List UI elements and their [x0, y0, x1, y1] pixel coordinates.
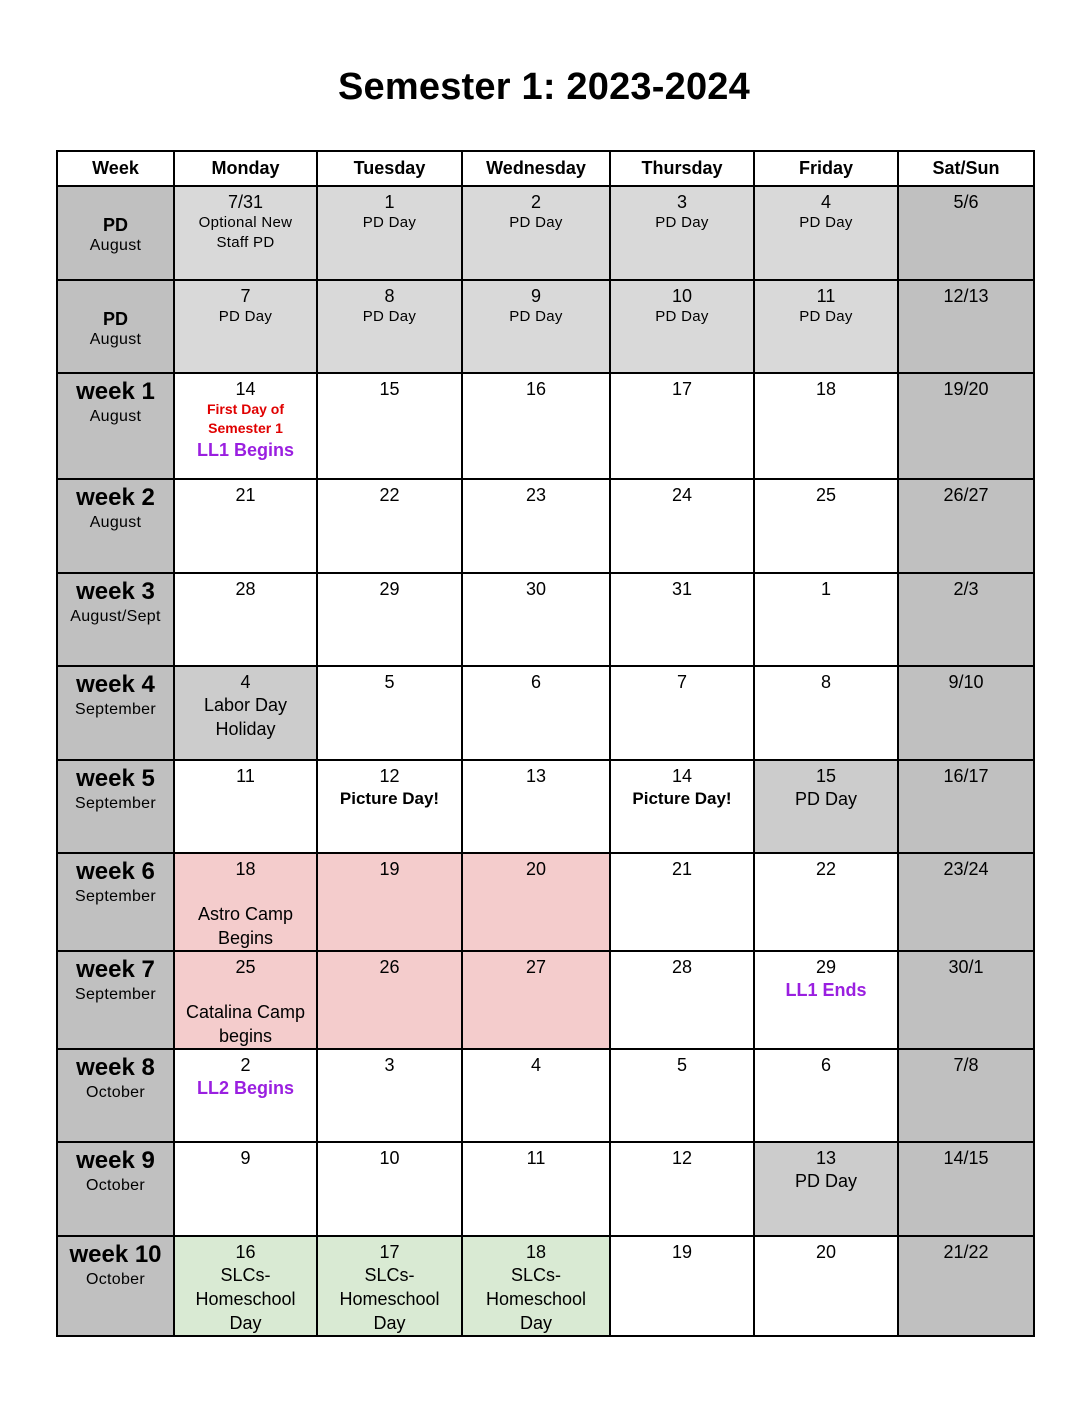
- date-number: 20: [815, 1242, 837, 1262]
- day-cell-thursday: [610, 1049, 754, 1142]
- event-text: PD Day: [794, 1171, 857, 1191]
- day-cell-tuesday: [317, 573, 462, 666]
- day-cell-monday: [174, 1049, 317, 1142]
- date-number: 14: [235, 379, 256, 399]
- date-number: 4: [530, 1055, 541, 1075]
- week-name: week 1: [76, 378, 155, 405]
- event-text: LL2 Begins: [196, 1078, 294, 1098]
- week-row: [57, 1142, 1034, 1236]
- day-cell-tuesday: [317, 373, 462, 479]
- date-number: 31: [671, 579, 693, 599]
- event-text: Homeschool: [339, 1289, 440, 1309]
- date-number: 6: [820, 1055, 831, 1075]
- date-number: 16: [235, 1242, 256, 1262]
- day-cell-thursday: [610, 951, 754, 1049]
- day-cell-friday: [754, 1049, 898, 1142]
- date-number: 19: [671, 1242, 693, 1262]
- header-monday: Monday: [174, 151, 317, 186]
- date-number: 14: [671, 766, 693, 786]
- week-name: week 6: [76, 858, 155, 885]
- date-number: 4: [820, 192, 831, 212]
- date-number: 11: [816, 286, 836, 306]
- date-number: 22: [815, 859, 837, 879]
- date-number: 2/3: [953, 579, 979, 599]
- day-cell-thursday: [610, 479, 754, 573]
- date-number: 27: [525, 957, 547, 977]
- day-cell-weekend: [898, 1049, 1034, 1142]
- event-text: SLCs-: [364, 1265, 415, 1285]
- day-cell-tuesday: [317, 1142, 462, 1236]
- week-name: week 2: [76, 484, 155, 511]
- day-cell-monday: [174, 573, 317, 666]
- day-cell-wednesday: [462, 373, 610, 479]
- header-week: Week: [57, 151, 174, 186]
- date-number: 30: [525, 579, 547, 599]
- date-number: 11: [526, 1148, 546, 1168]
- week-name: week 4: [76, 671, 155, 698]
- semester-calendar-table: [56, 150, 1035, 1337]
- date-number: 21: [235, 485, 256, 505]
- day-cell-weekend: [898, 1142, 1034, 1236]
- week-label-cell: [57, 1049, 174, 1142]
- day-cell-weekend: [898, 1236, 1034, 1336]
- day-cell-weekend: [898, 479, 1034, 573]
- date-number: 12/13: [943, 286, 989, 306]
- event-text: First Day of: [206, 401, 284, 417]
- week-row: [57, 1049, 1034, 1142]
- day-cell-thursday: [610, 280, 754, 373]
- date-number: 8: [384, 286, 395, 306]
- event-text: LL1 Begins: [196, 440, 294, 460]
- week-label-cell: [57, 186, 174, 280]
- date-number: 26: [379, 957, 400, 977]
- day-cell-wednesday: [462, 951, 610, 1049]
- date-number: 22: [379, 485, 400, 505]
- day-cell-weekend: [898, 186, 1034, 280]
- day-cell-friday: [754, 373, 898, 479]
- event-text: Labor Day: [203, 695, 288, 715]
- date-number: 10: [379, 1148, 400, 1168]
- date-number: 4: [240, 672, 251, 692]
- day-cell-monday: [174, 373, 317, 479]
- event-text: Picture Day!: [339, 789, 440, 808]
- date-number: 7: [240, 286, 251, 306]
- date-number: 18: [525, 1242, 547, 1262]
- date-number: 7: [676, 672, 687, 692]
- date-number: 15: [379, 379, 400, 399]
- week-label-cell: [57, 760, 174, 853]
- day-cell-monday: [174, 1142, 317, 1236]
- date-number: 23/24: [943, 859, 989, 879]
- day-cell-weekend: [898, 373, 1034, 479]
- week-row: [57, 1236, 1034, 1336]
- date-number: 1: [384, 192, 395, 212]
- event-text: Homeschool: [195, 1289, 296, 1309]
- week-row: [57, 666, 1034, 760]
- event-text: Day: [229, 1313, 262, 1333]
- event-text: SLCs-: [220, 1265, 271, 1285]
- date-number: 19: [379, 859, 400, 879]
- day-cell-wednesday: [462, 760, 610, 853]
- header-sat-sun: Sat/Sun: [898, 151, 1034, 186]
- day-cell-friday: [754, 186, 898, 280]
- event-text: Homeschool: [485, 1289, 587, 1309]
- day-cell-thursday: [610, 666, 754, 760]
- day-cell-wednesday: [462, 853, 610, 951]
- week-row: [57, 373, 1034, 479]
- week-label-cell: [57, 1142, 174, 1236]
- day-cell-thursday: [610, 373, 754, 479]
- day-cell-tuesday: [317, 1049, 462, 1142]
- date-number: 1: [820, 579, 831, 599]
- event-text: Catalina Camp: [185, 1002, 306, 1022]
- date-number: 17: [379, 1242, 400, 1262]
- date-number: 10: [671, 286, 693, 306]
- day-cell-friday: [754, 573, 898, 666]
- week-label-cell: [57, 573, 174, 666]
- week-month: September: [75, 701, 156, 718]
- date-number: 30/1: [948, 957, 984, 977]
- day-cell-tuesday: [317, 280, 462, 373]
- day-cell-monday: [174, 951, 317, 1049]
- day-cell-thursday: [610, 1142, 754, 1236]
- week-name: PD: [102, 215, 128, 235]
- day-cell-wednesday: [462, 666, 610, 760]
- page-title: Semester 1: 2023-2024: [338, 66, 750, 108]
- date-number: 6: [530, 672, 541, 692]
- event-text: PD Day: [362, 214, 417, 231]
- week-name: week 3: [76, 578, 155, 605]
- day-cell-tuesday: [317, 951, 462, 1049]
- event-text: Day: [373, 1313, 406, 1333]
- week-row: [57, 951, 1034, 1049]
- date-number: 5/6: [953, 192, 979, 212]
- day-cell-friday: [754, 951, 898, 1049]
- day-cell-tuesday: [317, 186, 462, 280]
- date-number: 13: [525, 766, 547, 786]
- day-cell-weekend: [898, 853, 1034, 951]
- day-cell-wednesday: [462, 186, 610, 280]
- day-cell-wednesday: [462, 479, 610, 573]
- week-row: [57, 479, 1034, 573]
- date-number: 29: [379, 579, 400, 599]
- day-cell-thursday: [610, 573, 754, 666]
- event-text: Day: [519, 1313, 552, 1333]
- date-number: 14/15: [943, 1148, 989, 1168]
- day-cell-friday: [754, 853, 898, 951]
- day-cell-friday: [754, 280, 898, 373]
- day-cell-monday: [174, 479, 317, 573]
- day-cell-wednesday: [462, 1049, 610, 1142]
- event-text: PD Day: [794, 789, 857, 809]
- date-number: 7/31: [227, 192, 264, 212]
- date-number: 28: [235, 579, 256, 599]
- day-cell-tuesday: [317, 760, 462, 853]
- week-label-cell: [57, 280, 174, 373]
- week-month: August/Sept: [70, 608, 161, 625]
- week-name: week 5: [76, 765, 155, 792]
- date-number: 9: [240, 1148, 251, 1168]
- event-text: Staff PD: [216, 234, 275, 251]
- day-cell-wednesday: [462, 573, 610, 666]
- day-cell-weekend: [898, 951, 1034, 1049]
- day-cell-weekend: [898, 280, 1034, 373]
- date-number: 18: [815, 379, 837, 399]
- day-cell-thursday: [610, 1236, 754, 1336]
- date-number: 5: [676, 1055, 687, 1075]
- date-number: 21/22: [943, 1242, 989, 1262]
- week-month: August: [89, 237, 142, 254]
- event-text: begins: [218, 1026, 273, 1046]
- date-number: 25: [815, 485, 837, 505]
- day-cell-friday: [754, 760, 898, 853]
- event-text: PD Day: [655, 214, 709, 231]
- header-row: [57, 151, 1034, 186]
- date-number: 24: [671, 485, 693, 505]
- week-month: September: [75, 795, 156, 812]
- week-month: October: [85, 1271, 145, 1288]
- day-cell-monday: [174, 666, 317, 760]
- event-text: PD Day: [799, 308, 853, 325]
- event-text: Semester 1: [208, 420, 283, 436]
- day-cell-monday: [174, 280, 317, 373]
- event-text: LL1 Ends: [785, 980, 867, 1000]
- date-number: 8: [820, 672, 831, 692]
- date-number: 17: [671, 379, 693, 399]
- week-label-cell: [57, 1236, 174, 1336]
- day-cell-friday: [754, 479, 898, 573]
- date-number: 29: [815, 957, 837, 977]
- day-cell-friday: [754, 666, 898, 760]
- day-cell-weekend: [898, 666, 1034, 760]
- week-month: October: [85, 1177, 145, 1194]
- date-number: 16/17: [943, 766, 989, 786]
- day-cell-wednesday: [462, 280, 610, 373]
- date-number: 12: [671, 1148, 693, 1168]
- day-cell-weekend: [898, 760, 1034, 853]
- day-cell-monday: [174, 853, 317, 951]
- week-month: September: [75, 986, 156, 1003]
- day-cell-friday: [754, 1142, 898, 1236]
- week-month: October: [85, 1084, 145, 1101]
- week-name: PD: [102, 309, 128, 329]
- date-number: 20: [525, 859, 547, 879]
- event-text: Holiday: [215, 719, 276, 739]
- week-label-cell: [57, 853, 174, 951]
- event-text: Begins: [217, 928, 274, 948]
- day-cell-tuesday: [317, 479, 462, 573]
- date-number: 13: [815, 1148, 837, 1168]
- day-cell-thursday: [610, 760, 754, 853]
- date-number: 26/27: [943, 485, 989, 505]
- date-number: 15: [815, 766, 837, 786]
- event-text: PD Day: [799, 214, 853, 231]
- date-number: 16: [525, 379, 547, 399]
- day-cell-tuesday: [317, 853, 462, 951]
- week-month: August: [89, 408, 142, 425]
- week-month: August: [89, 331, 142, 348]
- date-number: 2: [240, 1055, 251, 1075]
- day-cell-thursday: [610, 186, 754, 280]
- date-number: 5: [384, 672, 395, 692]
- date-number: 11: [236, 766, 255, 786]
- day-cell-tuesday: [317, 666, 462, 760]
- week-row: [57, 573, 1034, 666]
- week-row: [57, 853, 1034, 951]
- date-number: 2: [530, 192, 541, 212]
- day-cell-weekend: [898, 573, 1034, 666]
- week-name: week 9: [76, 1147, 155, 1174]
- week-label-cell: [57, 666, 174, 760]
- date-number: 12: [379, 766, 400, 786]
- date-number: 9: [530, 286, 541, 306]
- week-label-cell: [57, 479, 174, 573]
- date-number: 9/10: [948, 672, 984, 692]
- date-number: 7/8: [953, 1055, 979, 1075]
- day-cell-monday: [174, 760, 317, 853]
- date-number: 3: [384, 1055, 395, 1075]
- event-text: Optional New: [198, 214, 293, 231]
- week-label-cell: [57, 373, 174, 479]
- event-text: PD Day: [218, 308, 273, 325]
- day-cell-wednesday: [462, 1236, 610, 1336]
- day-cell-wednesday: [462, 1142, 610, 1236]
- week-month: September: [75, 888, 156, 905]
- day-cell-monday: [174, 186, 317, 280]
- date-number: 19/20: [943, 379, 989, 399]
- week-name: week 8: [76, 1054, 155, 1081]
- day-cell-tuesday: [317, 1236, 462, 1336]
- event-text: Picture Day!: [632, 789, 732, 808]
- date-number: 28: [671, 957, 693, 977]
- header-tuesday: Tuesday: [317, 151, 462, 186]
- header-wednesday: Wednesday: [462, 151, 610, 186]
- header-friday: Friday: [754, 151, 898, 186]
- date-number: 18: [235, 859, 256, 879]
- calendar-body: [57, 186, 1034, 1336]
- week-name: week 7: [76, 956, 155, 983]
- date-number: 25: [235, 957, 256, 977]
- date-number: 23: [525, 485, 547, 505]
- event-text: SLCs-: [510, 1265, 561, 1285]
- week-row: [57, 280, 1034, 373]
- date-number: 3: [676, 192, 687, 212]
- week-row: [57, 186, 1034, 280]
- week-row: [57, 760, 1034, 853]
- day-cell-monday: [174, 1236, 317, 1336]
- date-number: 21: [671, 859, 693, 879]
- event-text: PD Day: [509, 308, 563, 325]
- week-month: August: [89, 514, 142, 531]
- event-text: PD Day: [655, 308, 709, 325]
- event-text: PD Day: [509, 214, 563, 231]
- day-cell-friday: [754, 1236, 898, 1336]
- header-thursday: Thursday: [610, 151, 754, 186]
- event-text: Astro Camp: [197, 904, 294, 924]
- event-text: PD Day: [362, 308, 417, 325]
- week-name: week 10: [69, 1241, 162, 1268]
- week-label-cell: [57, 951, 174, 1049]
- day-cell-thursday: [610, 853, 754, 951]
